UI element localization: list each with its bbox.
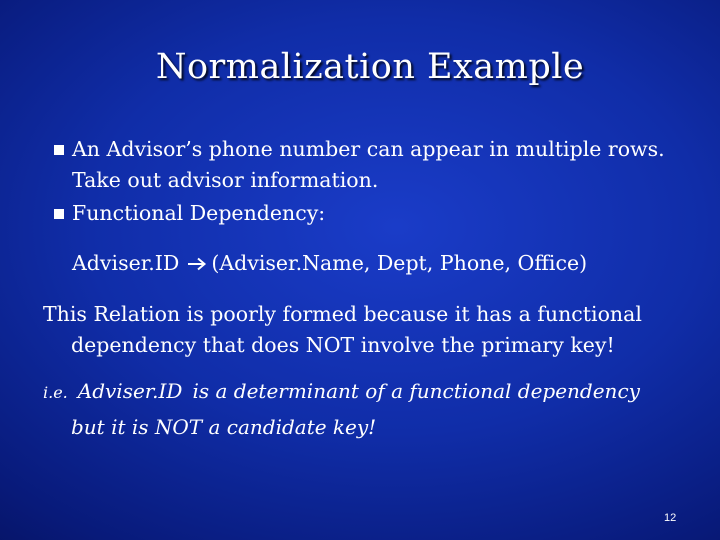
square-bullet-icon xyxy=(54,209,64,219)
determinant-text: Adviser.ID xyxy=(72,251,180,275)
slide-title: Normalization Example xyxy=(155,47,585,87)
bullet-list xyxy=(72,134,702,229)
dependents-text: (Adviser.Name, Dept, Phone, Office) xyxy=(211,251,588,275)
ie-prefix: i.e. xyxy=(43,383,68,402)
ie-key-text: Adviser.ID xyxy=(77,379,183,403)
ie-line-1-rest: is a determinant of a functional dependency xyxy=(192,379,640,403)
bullet-text: An Advisor’s phone number can appear in multiple rows. Take out advisor information. xyxy=(72,137,665,192)
relation-statement xyxy=(43,299,703,361)
right-arrow-icon xyxy=(187,257,207,271)
ie-line-2: but it is NOT a candidate key! xyxy=(71,415,377,439)
bullet-item xyxy=(72,198,702,229)
relation-line-2: dependency that does NOT involve the primary key! xyxy=(71,333,615,357)
bullet-item xyxy=(72,134,702,196)
square-bullet-icon xyxy=(54,145,64,155)
bullet-text: Functional Dependency: xyxy=(72,201,326,225)
relation-line-1: This Relation is poorly formed because it has a functional xyxy=(43,302,642,326)
page-number: 12 xyxy=(664,512,677,524)
functional-dependency-line xyxy=(72,248,587,279)
ie-statement xyxy=(43,374,703,444)
